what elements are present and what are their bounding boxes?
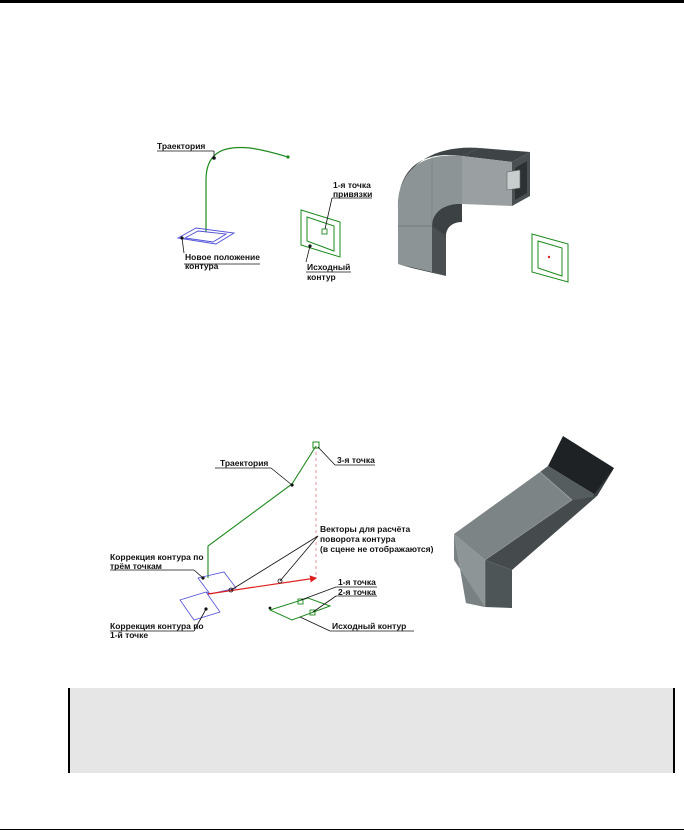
fig2-second-point-label: 2-я точка <box>338 587 376 597</box>
fig2-source-contour-label: Исходный контур <box>332 621 407 631</box>
duct-elbow-solid <box>398 148 530 276</box>
fig1-new-position-label-line2: контура <box>185 261 219 271</box>
fig2-trajectory-label: Траектория <box>220 458 269 468</box>
fig1-source-contour-label-line2: контур <box>307 272 336 282</box>
figure-1 <box>157 141 568 282</box>
figure-2 <box>110 436 614 640</box>
rotation-vector <box>208 578 316 594</box>
note-box <box>68 688 675 773</box>
fig2-vectors-label-line1: Векторы для расчёта <box>320 524 411 534</box>
fig1-first-point-label-line1: 1-я точка <box>333 180 371 190</box>
fig1-trajectory-label: Траектория <box>157 141 206 151</box>
fig2-one-point-label-line1: Коррекция контура по <box>110 621 204 631</box>
trajectory-end-point <box>286 155 289 158</box>
fig1-source-contour-label-line1: Исходный <box>307 262 351 272</box>
corrected-contours <box>180 572 236 620</box>
duct-contour-copy <box>532 234 568 282</box>
angled-duct-solid <box>454 436 614 608</box>
source-contour <box>301 210 340 257</box>
fig1-first-point-label-line2: привязки <box>333 189 373 199</box>
fig2-vectors-label-line2: поворота контура <box>320 534 396 544</box>
fig2-first-point-label: 1-я точка <box>338 577 376 587</box>
fig2-one-point-label-line2: 1-й точке <box>110 630 149 640</box>
fig1-new-position-label-line1: Новое положение <box>185 252 260 262</box>
bottom-rule <box>0 829 684 830</box>
fig2-three-point-label-line1: Коррекция контура по <box>110 552 204 562</box>
fig2-vectors-label-line3: (в сцене не отображаются) <box>320 544 434 554</box>
fig2-source-contour <box>269 598 330 620</box>
trajectory-curve <box>206 147 288 232</box>
fig2-third-point-label: 3-я точка <box>337 455 375 465</box>
fig2-three-point-label-line2: трём точкам <box>110 561 162 571</box>
